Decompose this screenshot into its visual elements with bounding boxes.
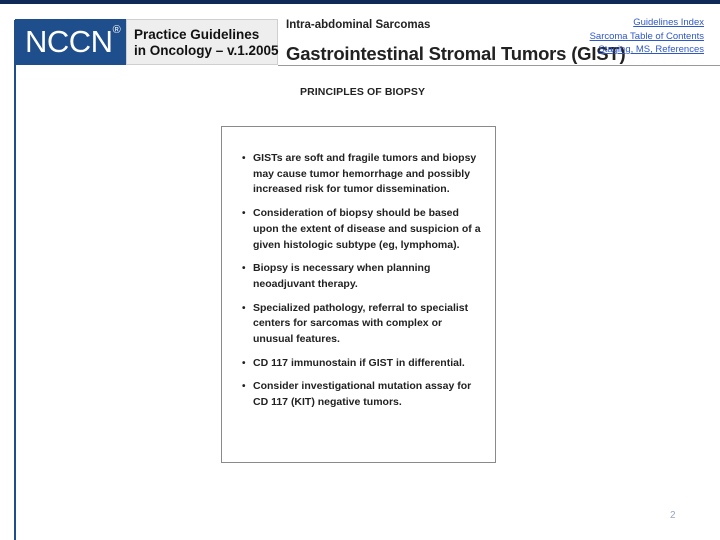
page-number: 2 — [670, 510, 676, 521]
logo-text: NCCN — [25, 24, 113, 59]
practice-line-1: Practice Guidelines — [134, 27, 260, 42]
practice-line-2: in Oncology – v.1.2005 — [134, 43, 279, 58]
staging-references-link[interactable]: Staging, MS, References — [598, 44, 704, 55]
bullet-item: • Consideration of biopsy should be based upon the extent of disease and suspicion of a given histologic subtype (eg, lymphoma). — [240, 206, 485, 253]
bullet-item: • CD 117 immunostain if GIST in differential. — [240, 356, 485, 372]
bullet-list — [240, 151, 485, 411]
bullet-item: • GISTs are soft and fragile tumors and biopsy may cause tumor hemorrhage and possibly increased risk for tumor dissemination. — [240, 151, 485, 198]
registered-mark: ® — [112, 24, 121, 36]
left-border — [14, 20, 16, 540]
nccn-logo — [15, 19, 126, 65]
practice-guidelines-banner — [126, 19, 278, 65]
bullet-item: • Consider investigational mutation assay for CD 117 (KIT) negative tumors. — [240, 379, 485, 410]
biopsy-principles-box — [221, 126, 496, 463]
section-title: PRINCIPLES OF BIOPSY — [300, 86, 426, 98]
top-border — [0, 0, 720, 4]
page-header — [15, 19, 720, 65]
sarcoma-toc-link[interactable]: Sarcoma Table of Contents — [589, 30, 704, 42]
page-title: Gastrointestinal Stromal Tumors (GIST) — [286, 43, 626, 64]
bullet-item: • Biopsy is necessary when planning neoadjuvant therapy. — [240, 261, 485, 292]
bullet-item: • Specialized pathology, referral to specialist centers for sarcomas with complex or unusual features. — [240, 301, 485, 348]
guidelines-index-link[interactable]: Guidelines Index — [633, 17, 704, 28]
navigation-links — [590, 16, 704, 57]
page-subtitle: Intra-abdominal Sarcomas — [286, 19, 431, 31]
header-divider — [278, 65, 720, 66]
